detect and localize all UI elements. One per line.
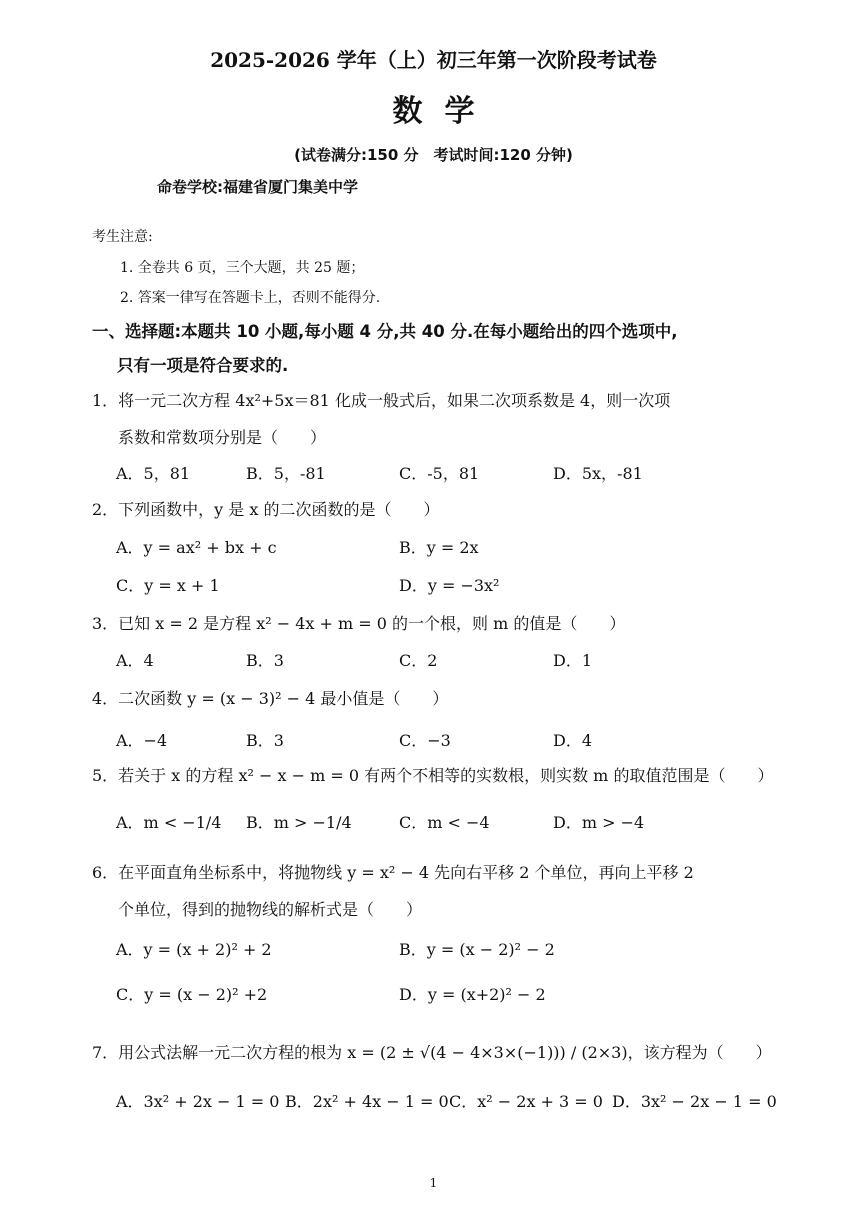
page-number: 1 bbox=[429, 1176, 438, 1190]
q1-option-c: C．-5，81 bbox=[399, 464, 480, 483]
q6-option-d: D．y = (x+2)² − 2 bbox=[399, 985, 546, 1004]
section-heading-line2: 只有一项是符合要求的. bbox=[117, 356, 289, 375]
question-4: 4．二次函数 y = (x − 3)² − 4 最小值是（ ） bbox=[92, 689, 449, 708]
q7-option-a: A．3x² + 2x − 1 = 0 bbox=[116, 1092, 280, 1111]
question-2: 2．下列函数中，y 是 x 的二次函数的是（ ） bbox=[92, 500, 440, 519]
question-1-line1: 1．将一元二次方程 4x²+5x＝81 化成一般式后，如果二次项系数是 4，则一次项 bbox=[92, 391, 671, 410]
q6-option-a: A．y = (x + 2)² + 2 bbox=[116, 940, 272, 959]
q2-option-b: B．y = 2x bbox=[399, 538, 479, 557]
subject-title: 数学 bbox=[392, 94, 497, 129]
notice-heading: 考生注意: bbox=[92, 229, 153, 245]
exam-title: 2025-2026 学年（上）初三年第一次阶段考试卷 bbox=[210, 48, 657, 72]
q3-option-b: B．3 bbox=[246, 651, 284, 670]
q7-option-c: C．x² − 2x + 3 = 0 bbox=[449, 1092, 603, 1111]
exam-info: (试卷满分:150 分 考试时间:120 分钟) bbox=[294, 146, 573, 164]
question-1-line2: 系数和常数项分别是（ ） bbox=[118, 428, 327, 447]
q2-option-c: C．y = x + 1 bbox=[116, 576, 220, 595]
question-6-line1: 6．在平面直角坐标系中，将抛物线 y = x² − 4 先向右平移 2 个单位，再向上平移 2 bbox=[92, 863, 694, 882]
q5-option-c: C．m < −4 bbox=[399, 813, 490, 832]
q3-option-d: D．1 bbox=[553, 651, 593, 670]
q3-option-c: C．2 bbox=[399, 651, 438, 670]
q7-option-b: B．2x² + 4x − 1 = 0 bbox=[285, 1092, 449, 1111]
notice-item-1: 1. 全卷共 6 页，三个大题，共 25 题； bbox=[120, 260, 365, 276]
q4-option-b: B．3 bbox=[246, 731, 284, 750]
question-5: 5．若关于 x 的方程 x² − x − m = 0 有两个不相等的实数根，则实数 m 的取值范围是（ ） bbox=[92, 766, 774, 785]
q7-option-d: D．3x² − 2x − 1 = 0 bbox=[612, 1092, 777, 1111]
q2-option-d: D．y = −3x² bbox=[399, 576, 500, 595]
q5-option-b: B．m > −1/4 bbox=[246, 813, 352, 832]
q1-option-a: A．5，81 bbox=[116, 464, 191, 483]
q5-option-a: A．m < −1/4 bbox=[116, 813, 222, 832]
q5-option-d: D．m > −4 bbox=[553, 813, 645, 832]
question-7: 7．用公式法解一元二次方程的根为 x = (2 ± √(4 − 4×3×(−1))) / (2×3)，该方程为（ ） bbox=[92, 1043, 772, 1062]
q4-option-a: A．−4 bbox=[116, 731, 168, 750]
q4-option-c: C．−3 bbox=[399, 731, 451, 750]
q6-option-b: B．y = (x − 2)² − 2 bbox=[399, 940, 555, 959]
question-6-line2: 个单位，得到的抛物线的解析式是（ ） bbox=[118, 900, 423, 919]
notice-item-2: 2. 答案一律写在答题卡上，否则不能得分. bbox=[120, 290, 381, 306]
q4-option-d: D．4 bbox=[553, 731, 593, 750]
q1-option-d: D．5x，-81 bbox=[553, 464, 643, 483]
section-heading-line1: 一、选择题:本题共 10 小题,每小题 4 分,共 40 分.在每小题给出的四个选项中, bbox=[92, 322, 678, 341]
question-3: 3．已知 x = 2 是方程 x² − 4x + m = 0 的一个根，则 m 的值是（ ） bbox=[92, 614, 626, 633]
q1-option-b: B．5，-81 bbox=[246, 464, 326, 483]
school-name: 命卷学校:福建省厦门集美中学 bbox=[157, 178, 358, 196]
q6-option-c: C．y = (x − 2)² +2 bbox=[116, 985, 268, 1004]
q3-option-a: A．4 bbox=[116, 651, 154, 670]
q2-option-a: A．y = ax² + bx + c bbox=[116, 538, 277, 557]
